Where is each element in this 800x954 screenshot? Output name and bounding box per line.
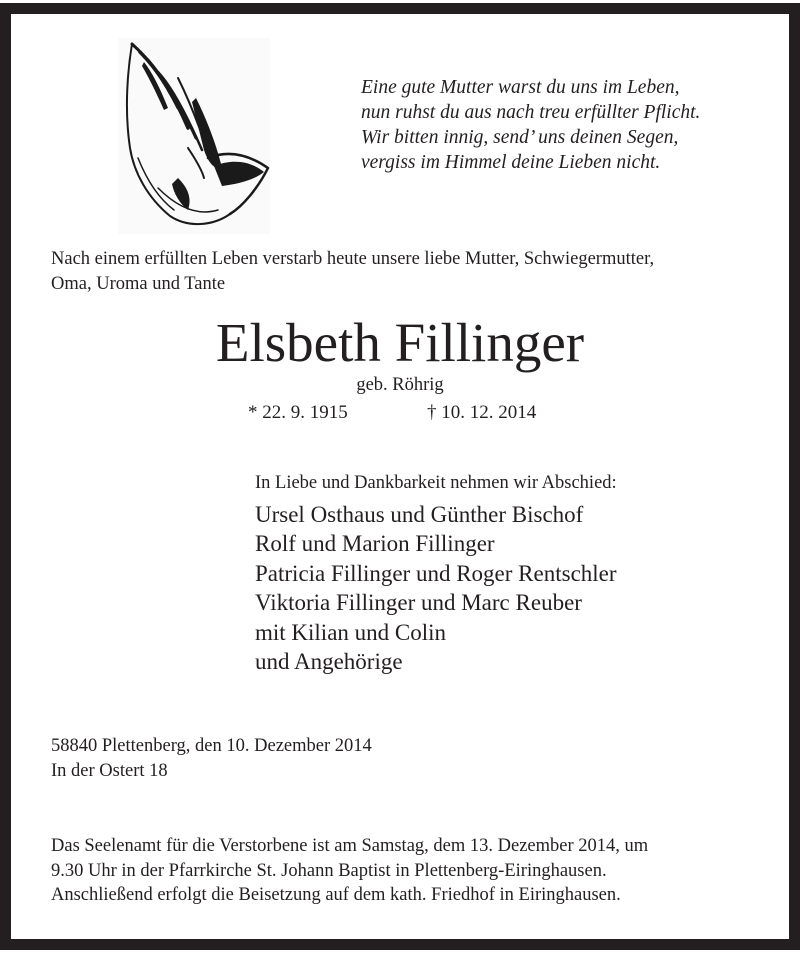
poem-line: vergiss im Himmel deine Lieben nicht. (361, 152, 661, 173)
death-date: † 10. 12. 2014 (427, 402, 537, 423)
maiden-name: geb. Röhrig (356, 375, 444, 395)
poem-line: nun ruhst du aus nach treu erfüllter Pflicht. (361, 102, 701, 123)
poem-line: Eine gute Mutter warst du uns im Leben, (361, 77, 680, 98)
mourner-entry: Viktoria Fillinger und Marc Reuber (255, 590, 582, 616)
praying-hands-icon (118, 38, 270, 234)
place-and-address (51, 734, 372, 783)
mourner-entry: mit Kilian und Colin (255, 619, 447, 645)
service-line: 9.30 Uhr in der Pfarrkirche St. Johann Baptist in Plettenberg-Eiringhausen. (51, 860, 607, 881)
birth-date: * 22. 9. 1915 (248, 402, 348, 423)
service-line: Anschließend erfolgt die Beisetzung auf dem kath. Friedhof in Eiringhausen. (51, 885, 621, 905)
place-date-line: 58840 Plettenberg, den 10. Dezember 2014 (51, 736, 372, 756)
street-address-line: In der Ostert 18 (51, 760, 168, 781)
intro-line: Nach einem erfüllten Leben verstarb heute unsere liebe Mutter, Schwiegermutter, (51, 249, 655, 269)
poem-line: Wir bitten innig, send’ uns deinen Segen, (361, 127, 679, 148)
mourner-entry: Ursel Osthaus und Günther Bischof (255, 502, 584, 527)
service-line: Das Seelenamt für die Verstorbene ist am Samstag, dem 13. Dezember 2014, um (51, 836, 649, 856)
mourner-entry: Patricia Fillinger und Roger Rentschler (255, 560, 617, 586)
funeral-service-info (51, 834, 781, 908)
intro-text (51, 247, 771, 297)
farewell-heading: In Liebe und Dankbarkeit nehmen wir Abschied: (255, 473, 617, 493)
poem (361, 75, 700, 175)
mourners-list (255, 500, 617, 676)
deceased-name: Elsbeth Fillinger (215, 312, 585, 373)
mourner-entry: und Angehörige (255, 649, 403, 675)
intro-line: Oma, Uroma und Tante (51, 274, 226, 294)
mourner-entry: Rolf und Marion Fillinger (255, 531, 495, 557)
